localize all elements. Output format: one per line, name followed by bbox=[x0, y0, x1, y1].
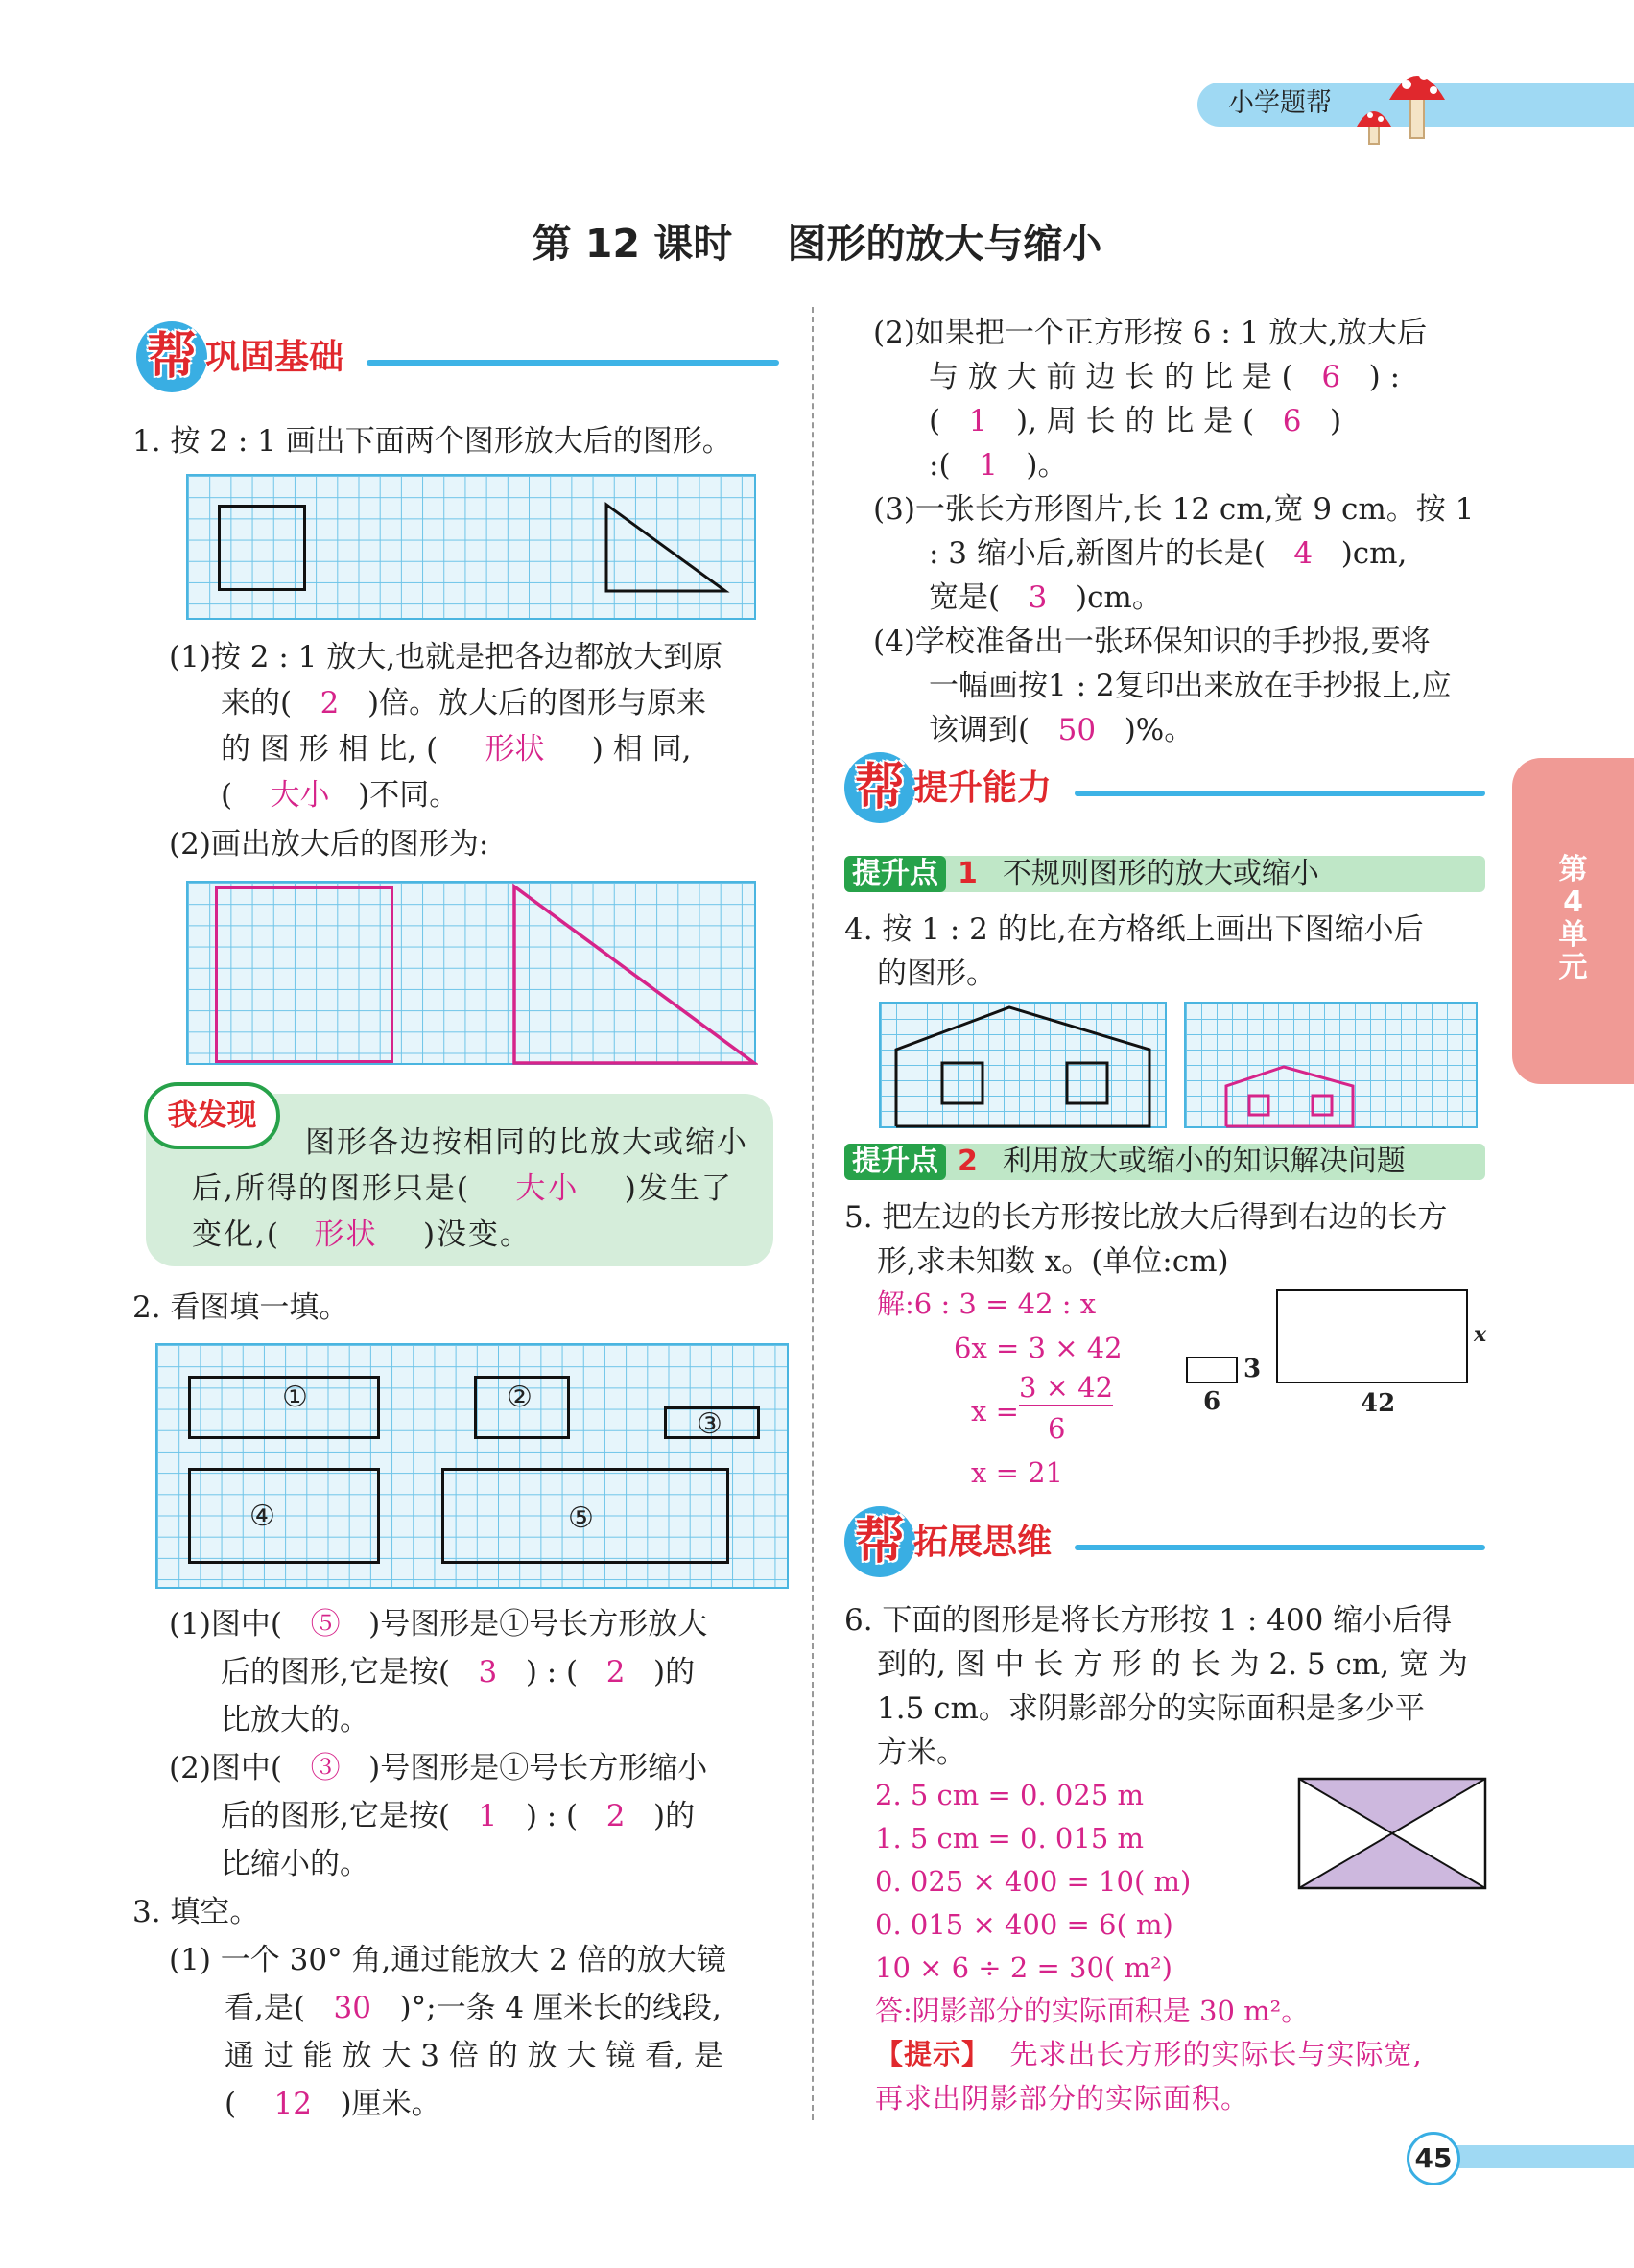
lesson-title: 第 12 课时 图形的放大与缩小 bbox=[532, 221, 1102, 267]
q2-p2-line2: 后的图形,它是按( 1 ) : ( 2 )的 bbox=[221, 1799, 696, 1833]
q5-sol-den: 6 bbox=[1048, 1412, 1066, 1445]
q3-p1-line1: (1) 一个 30° 角,通过能放大 2 倍的放大镜 bbox=[169, 1943, 726, 1977]
enlarged-triangle bbox=[188, 883, 758, 1067]
q1-stem: 1. 按 2 : 1 画出下面两个图形放大后的图形。 bbox=[132, 424, 732, 459]
q6-sol-2: 1. 5 cm = 0. 015 m bbox=[875, 1822, 1144, 1855]
q6-stem-3: 1.5 cm。求阴影部分的实际面积是多少平 bbox=[877, 1691, 1425, 1726]
page-number-bar bbox=[1435, 2145, 1634, 2168]
q5-sol-3: x = bbox=[971, 1395, 1019, 1428]
q1-original-grid bbox=[186, 474, 756, 620]
q4-stem-2: 的图形。 bbox=[877, 957, 996, 991]
q3-p2-line1: (2)如果把一个正方形按 6 : 1 放大,放大后 bbox=[873, 316, 1428, 350]
q3-p4-line2: 一幅画按1 : 2复印出来放在手抄报上,应 bbox=[929, 669, 1452, 703]
q3-p2-line2: 与 放 大 前 边 长 的 比 是 ( 6 ) : bbox=[929, 360, 1401, 394]
bang-badge: 帮 bbox=[136, 321, 207, 392]
q2-stem: 2. 看图填一填。 bbox=[132, 1290, 349, 1325]
q5-small-rect bbox=[1186, 1357, 1238, 1383]
q5-stem-1: 5. 把左边的长方形按比放大后得到右边的长方 bbox=[844, 1200, 1448, 1235]
brand-label: 小学题帮 bbox=[1228, 88, 1332, 118]
q6-stem-1: 6. 下面的图形是将长方形按 1 : 400 缩小后得 bbox=[844, 1603, 1453, 1638]
q4-answer-grid bbox=[1184, 1002, 1478, 1128]
section-header-improve bbox=[844, 752, 1485, 829]
q3-p1-line3: 通 过 能 放 大 3 倍 的 放 大 镜 看, 是 bbox=[225, 2039, 723, 2073]
side-tab-char: 4 bbox=[1563, 886, 1583, 919]
q3-p2-line3: ( 1 ), 周 长 的 比 是 ( 6 ) bbox=[929, 404, 1342, 438]
section-header-extend bbox=[844, 1506, 1485, 1583]
q5-sol-num: 3 × 42 bbox=[1019, 1368, 1113, 1406]
q2-p1-line3: 比放大的。 bbox=[221, 1703, 369, 1737]
rect-4-label: ④ bbox=[249, 1500, 275, 1533]
q3-p1-line2: 看,是( 30 )°;一条 4 厘米长的线段, bbox=[225, 1991, 722, 2025]
q5-sol-4: x = 21 bbox=[971, 1456, 1063, 1489]
q5-small-w: 6 bbox=[1203, 1387, 1221, 1416]
q6-sol-5: 10 × 6 ÷ 2 = 30( m²) bbox=[875, 1951, 1172, 1984]
q2-p1-line1: (1)图中( ⑤ )号图形是①号长方形放大 bbox=[169, 1607, 708, 1642]
q4-original-grid bbox=[879, 1002, 1167, 1128]
rect-5-label: ⑤ bbox=[568, 1501, 594, 1535]
side-tab-char: 单 bbox=[1558, 918, 1588, 952]
q5-sol-1: 解:6 : 3 = 42 : x bbox=[877, 1288, 1097, 1320]
discovery-line2: 后,所得的图形只是( 大小 )发生了 bbox=[192, 1171, 733, 1206]
rect-3-label: ③ bbox=[697, 1407, 722, 1441]
q2-p2-line3: 比缩小的。 bbox=[221, 1847, 369, 1881]
q6-answer: 答:阴影部分的实际面积是 30 m²。 bbox=[875, 1995, 1310, 2027]
small-triangle bbox=[188, 476, 758, 622]
q3-p4-line1: (4)学校准备出一张环保知识的手抄报,要将 bbox=[873, 625, 1431, 659]
side-tab-char: 第 bbox=[1558, 853, 1588, 886]
section-title: 提升能力 bbox=[913, 768, 1053, 808]
q5-big-h: x bbox=[1474, 1322, 1487, 1347]
house-outline bbox=[881, 1004, 1169, 1130]
q6-sol-3: 0. 025 × 400 = 10( m) bbox=[875, 1865, 1192, 1898]
discovery-badge: 我发现 bbox=[144, 1082, 280, 1149]
page-number: 45 bbox=[1407, 2132, 1460, 2185]
rect-4 bbox=[188, 1468, 380, 1564]
discovery-line1: 图形各边按相同的比放大或缩小 bbox=[305, 1125, 748, 1160]
q1-p2: (2)画出放大后的图形为: bbox=[169, 827, 489, 862]
q1-p1-line2: 来的( 2 )倍。放大后的图形与原来 bbox=[221, 686, 707, 721]
improve-point-2: 提升点 2 利用放大或缩小的知识解决问题 bbox=[844, 1144, 1485, 1180]
mushroom-icon bbox=[1343, 56, 1458, 148]
q3-p1-line4: ( 12 )厘米。 bbox=[225, 2087, 441, 2121]
q3-p4-line3: 该调到( 50 )%。 bbox=[929, 713, 1195, 747]
bang-badge: 帮 bbox=[844, 1506, 915, 1577]
bang-badge: 帮 bbox=[844, 752, 915, 823]
q3-stem: 3. 填空。 bbox=[132, 1895, 260, 1929]
q5-big-w: 42 bbox=[1361, 1389, 1396, 1418]
q3-p3-line1: (3)一张长方形图片,长 12 cm,宽 9 cm。按 1 bbox=[873, 492, 1475, 527]
q6-sol-4: 0. 015 × 400 = 6( m) bbox=[875, 1908, 1173, 1941]
q6-stem-4: 方米。 bbox=[877, 1736, 966, 1770]
q2-p1-line2: 后的图形,它是按( 3 ) : ( 2 )的 bbox=[221, 1655, 696, 1689]
unit-side-tab bbox=[1512, 758, 1634, 1084]
column-divider bbox=[812, 307, 814, 2120]
improve-point-1: 提升点 1 不规则图形的放大或缩小 bbox=[844, 856, 1485, 892]
side-tab-char: 元 bbox=[1558, 951, 1588, 984]
q4-stem-1: 4. 按 1 : 2 的比,在方格纸上画出下图缩小后 bbox=[844, 912, 1424, 947]
q1-p1-line1: (1)按 2 : 1 放大,也就是把各边都放大到原 bbox=[169, 640, 723, 674]
section-title: 拓展思维 bbox=[913, 1523, 1053, 1562]
q6-figure bbox=[1297, 1777, 1487, 1890]
q3-p3-line2: : 3 缩小后,新图片的长是( 4 )cm, bbox=[929, 536, 1408, 571]
q6-hint-line2: 再求出阴影部分的实际面积。 bbox=[875, 2082, 1250, 2114]
q2-grid bbox=[155, 1343, 789, 1589]
q6-stem-2: 到的, 图 中 长 方 形 的 长 为 2. 5 cm, 宽 为 bbox=[877, 1647, 1468, 1682]
q1-p1-line4: ( 大小 )不同。 bbox=[221, 778, 460, 813]
q1-p1-line3: 的 图 形 相 比, ( 形状 ) 相 同, bbox=[221, 732, 692, 767]
q5-big-rect bbox=[1276, 1289, 1468, 1383]
section-header-basics bbox=[136, 321, 779, 398]
q3-p2-line4: :( 1 )。 bbox=[929, 448, 1068, 483]
house-reduced bbox=[1186, 1004, 1480, 1130]
q3-p3-line3: 宽是( 3 )cm。 bbox=[929, 580, 1162, 615]
section-title: 巩固基础 bbox=[205, 338, 344, 377]
q1-enlarged-grid bbox=[186, 881, 756, 1065]
q5-small-h: 3 bbox=[1243, 1355, 1262, 1383]
q6-sol-1: 2. 5 cm = 0. 025 m bbox=[875, 1779, 1144, 1811]
rect-2-label: ② bbox=[507, 1381, 533, 1414]
discovery-line3: 变化,( 形状 )没变。 bbox=[192, 1217, 533, 1252]
q5-stem-2: 形,求未知数 x。(单位:cm) bbox=[877, 1244, 1229, 1279]
rect-1-label: ① bbox=[282, 1381, 308, 1414]
q5-sol-2: 6x = 3 × 42 bbox=[954, 1332, 1123, 1364]
q2-p2-line1: (2)图中( ③ )号图形是①号长方形缩小 bbox=[169, 1751, 708, 1785]
q6-hint-line1: 【提示】 先求出长方形的实际长与实际宽, bbox=[875, 2038, 1423, 2070]
